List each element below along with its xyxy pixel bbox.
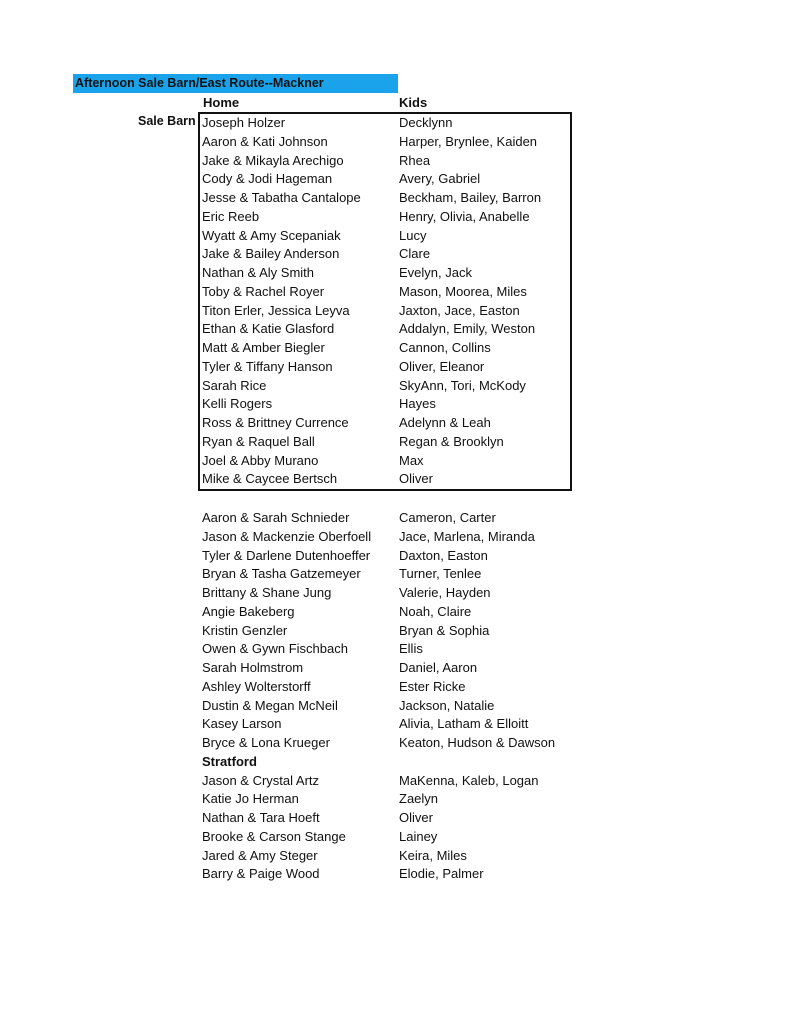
home-name: Katie Jo Herman xyxy=(202,791,299,807)
roster-row xyxy=(0,469,791,488)
kids-names: Alivia, Latham & Elloitt xyxy=(399,716,529,732)
home-name: Kasey Larson xyxy=(202,716,282,732)
roster-row xyxy=(0,771,791,790)
roster-row xyxy=(0,451,791,470)
kids-names: Oliver, Eleanor xyxy=(399,358,485,374)
home-name: Ashley Wolterstorff xyxy=(202,678,311,694)
home-name: Jake & Mikayla Arechigo xyxy=(202,152,344,168)
roster-row xyxy=(0,338,791,357)
roster-row xyxy=(0,733,791,752)
roster-row xyxy=(0,432,791,451)
kids-names: Elodie, Palmer xyxy=(399,866,484,882)
home-name: Jesse & Tabatha Cantalope xyxy=(202,190,361,205)
home-name: Ross & Brittney Currence xyxy=(202,415,349,430)
roster-row xyxy=(0,207,791,226)
roster-row xyxy=(0,621,791,640)
home-name: Barry & Paige Wood xyxy=(202,866,320,882)
home-name: Tyler & Darlene Dutenhoeffer xyxy=(202,547,371,563)
kids-names: Beckham, Bailey, Barron xyxy=(399,190,542,205)
roster-row xyxy=(0,658,791,677)
roster-row xyxy=(0,113,791,132)
roster-row xyxy=(0,169,791,188)
home-name: Sarah Holmstrom xyxy=(202,660,304,675)
kids-names: Jaxton, Jace, Easton xyxy=(399,302,520,318)
home-name: Kelli Rogers xyxy=(202,396,273,412)
roster-row xyxy=(0,301,791,320)
home-name: Ethan & Katie Glasford xyxy=(202,321,335,337)
roster-row xyxy=(0,413,791,432)
home-name: Mike & Caycee Bertsch xyxy=(202,471,338,487)
roster-row xyxy=(0,696,791,715)
kids-names: Lucy xyxy=(399,227,427,243)
roster-row xyxy=(0,846,791,865)
kids-names: SkyAnn, Tori, McKody xyxy=(399,377,526,393)
kids-names: Zaelyn xyxy=(399,791,439,807)
kids-names: Keira, Miles xyxy=(399,847,467,863)
roster-row xyxy=(0,677,791,696)
home-name: Joel & Abby Murano xyxy=(202,452,319,468)
home-name: Jared & Amy Steger xyxy=(202,847,318,863)
roster-row xyxy=(0,864,791,883)
kids-column-header: Kids xyxy=(399,95,428,110)
kids-names: Avery, Gabriel xyxy=(399,171,481,187)
kids-names: Daniel, Aaron xyxy=(399,660,478,675)
kids-names: Decklynn xyxy=(399,115,453,130)
kids-names: Clare xyxy=(399,246,431,262)
home-name: Owen & Gywn Fischbach xyxy=(202,641,348,657)
section-label: Stratford xyxy=(202,753,257,769)
home-name: Aaron & Kati Johnson xyxy=(202,133,328,149)
kids-names: Oliver xyxy=(399,471,433,487)
home-name: Dustin & Megan McNeil xyxy=(202,697,338,713)
home-name: Nathan & Tara Hoeft xyxy=(202,810,320,825)
kids-names: Cannon, Collins xyxy=(399,340,491,355)
roster-row xyxy=(0,583,791,602)
roster-row xyxy=(0,827,791,846)
roster-row xyxy=(0,508,791,527)
kids-names: Ester Ricke xyxy=(399,678,466,694)
roster-row xyxy=(0,226,791,245)
roster-row xyxy=(0,376,791,395)
home-name: Matt & Amber Biegler xyxy=(202,340,325,355)
home-name: Eric Reeb xyxy=(202,208,260,224)
roster-row xyxy=(0,564,791,583)
home-name: Bryan & Tasha Gatzemeyer xyxy=(202,566,361,582)
home-name: Joseph Holzer xyxy=(202,115,286,130)
kids-names: Jackson, Natalie xyxy=(399,697,495,713)
home-name: Tyler & Tiffany Hanson xyxy=(202,358,333,374)
home-name: Nathan & Aly Smith xyxy=(202,265,314,280)
kids-names: Addalyn, Emily, Weston xyxy=(399,321,536,337)
kids-names: Turner, Tenlee xyxy=(399,566,482,582)
home-name: Jason & Mackenzie Oberfoell xyxy=(202,528,372,544)
roster-row xyxy=(0,808,791,827)
kids-names: Daxton, Easton xyxy=(399,547,488,563)
kids-names: Lainey xyxy=(399,828,438,844)
home-name: Bryce & Lona Krueger xyxy=(202,735,330,750)
home-name: Wyatt & Amy Scepaniak xyxy=(202,227,341,243)
roster-row xyxy=(0,639,791,658)
kids-names: Hayes xyxy=(399,396,436,412)
home-name: Jason & Crystal Artz xyxy=(202,772,320,788)
kids-names: Oliver xyxy=(399,810,433,825)
home-name: Jake & Bailey Anderson xyxy=(202,246,340,262)
kids-names: Keaton, Hudson & Dawson xyxy=(399,735,556,750)
kids-names: Adelynn & Leah xyxy=(399,415,491,430)
kids-names: Mason, Moorea, Miles xyxy=(399,283,527,299)
kids-names: Cameron, Carter xyxy=(399,510,496,525)
home-name: Brittany & Shane Jung xyxy=(202,585,332,600)
roster-row xyxy=(0,151,791,170)
kids-names: Henry, Olivia, Anabelle xyxy=(399,208,530,224)
roster-row xyxy=(0,244,791,263)
kids-names: Valerie, Hayden xyxy=(399,585,491,600)
kids-names: Rhea xyxy=(399,152,431,168)
kids-names: Max xyxy=(399,452,424,468)
kids-names: Jace, Marlena, Miranda xyxy=(399,528,535,544)
home-name: Ryan & Raquel Ball xyxy=(202,433,315,449)
home-name: Kristin Genzler xyxy=(202,622,288,638)
roster-row xyxy=(0,546,791,565)
roster-row xyxy=(0,188,791,207)
home-name: Titon Erler, Jessica Leyva xyxy=(202,302,350,318)
roster-row xyxy=(0,357,791,376)
roster-row xyxy=(0,282,791,301)
home-column-header: Home xyxy=(203,95,240,110)
roster-row xyxy=(0,132,791,151)
roster-row xyxy=(0,527,791,546)
section-label-row xyxy=(0,752,791,771)
roster-row xyxy=(0,394,791,413)
home-name: Cody & Jodi Hageman xyxy=(202,171,333,187)
kids-names: Harper, Brynlee, Kaiden xyxy=(399,133,538,149)
kids-names: Regan & Brooklyn xyxy=(399,433,504,449)
kids-names: MaKenna, Kaleb, Logan xyxy=(399,772,539,788)
roster-row xyxy=(0,602,791,621)
route-title: Afternoon Sale Barn/East Route--Mackner xyxy=(73,74,398,93)
home-name: Aaron & Sarah Schnieder xyxy=(202,510,350,525)
roster-row xyxy=(0,263,791,282)
kids-names: Ellis xyxy=(399,641,423,657)
home-name: Angie Bakeberg xyxy=(202,603,295,619)
sale-barn-group-label: Sale Barn xyxy=(138,114,196,128)
roster-row xyxy=(0,789,791,808)
kids-names: Evelyn, Jack xyxy=(399,265,472,280)
home-name: Toby & Rachel Royer xyxy=(202,283,325,299)
roster-row xyxy=(0,319,791,338)
kids-names: Noah, Claire xyxy=(399,603,472,619)
home-name: Sarah Rice xyxy=(202,377,267,393)
kids-names: Bryan & Sophia xyxy=(399,622,490,638)
roster-row xyxy=(0,714,791,733)
home-name: Brooke & Carson Stange xyxy=(202,828,346,844)
